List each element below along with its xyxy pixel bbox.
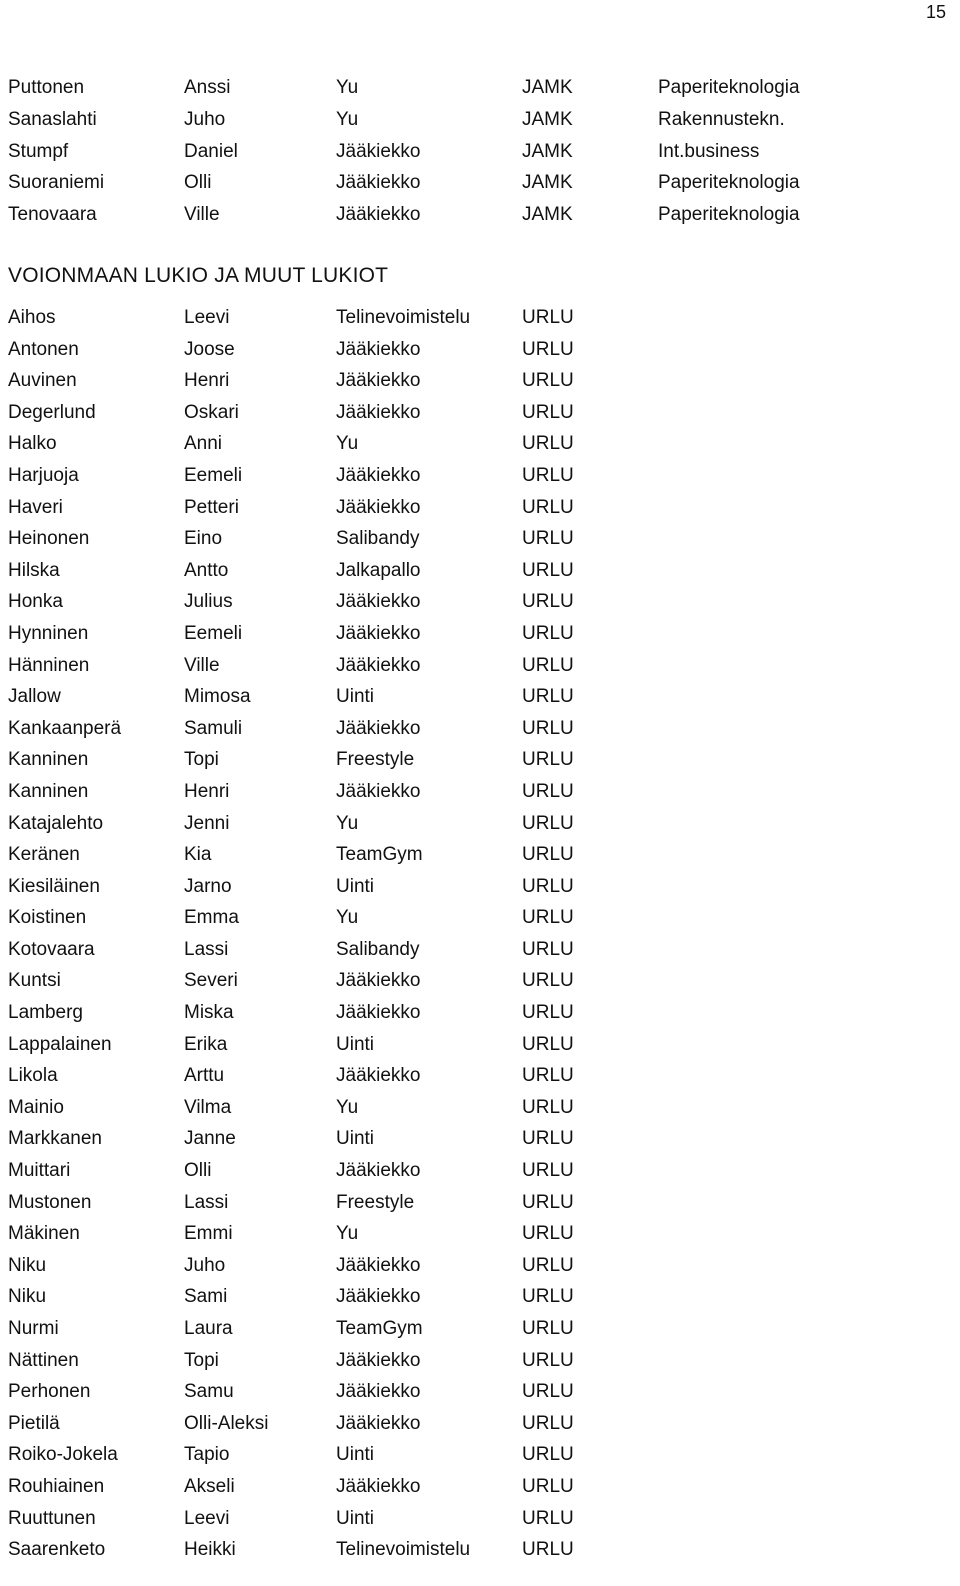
first-name-cell: Samuli	[184, 717, 243, 739]
first-name-cell: Topi	[184, 749, 219, 771]
field-cell: Int.business	[658, 140, 760, 162]
school-cell: URLU	[522, 844, 574, 866]
school-cell: JAMK	[522, 172, 573, 194]
sport-cell: Jääkiekko	[336, 780, 421, 802]
surname-cell: Ruuttunen	[8, 1507, 96, 1529]
sport-cell: Yu	[336, 77, 359, 98]
sport-cell: Jääkiekko	[336, 1349, 421, 1371]
school-cell: URLU	[522, 496, 574, 518]
sport-cell: Jääkiekko	[336, 654, 421, 676]
sport-cell: Jääkiekko	[336, 1475, 421, 1497]
surname-cell: Aihos	[8, 307, 56, 328]
sport-cell: Yu	[336, 433, 359, 455]
sport-cell: Jääkiekko	[336, 172, 421, 194]
first-name-cell: Erika	[184, 1033, 228, 1055]
school-cell: URLU	[522, 370, 574, 392]
first-name-cell: Lassi	[184, 1191, 229, 1213]
surname-cell: Perhonen	[8, 1381, 91, 1403]
surname-cell: Auvinen	[8, 370, 77, 392]
school-cell: URLU	[522, 622, 574, 644]
school-cell: URLU	[522, 1223, 574, 1245]
first-name-cell: Juho	[184, 1254, 226, 1276]
sport-cell: Jääkiekko	[336, 1412, 421, 1434]
school-cell: URLU	[522, 875, 574, 897]
surname-cell: Roiko-Jokela	[8, 1444, 118, 1466]
sport-cell: Jääkiekko	[336, 591, 421, 613]
sport-cell: Yu	[336, 907, 359, 929]
surname-cell: Halko	[8, 433, 57, 455]
field-cell: Paperiteknologia	[658, 204, 800, 226]
first-name-cell: Julius	[184, 591, 233, 613]
field-cell: Paperiteknologia	[658, 172, 800, 194]
surname-cell: Antonen	[8, 338, 79, 360]
sport-cell: Uinti	[336, 875, 375, 897]
surname-cell: Honka	[8, 591, 63, 613]
first-name-cell: Henri	[184, 780, 230, 802]
school-cell: URLU	[522, 464, 574, 486]
sport-cell: Jääkiekko	[336, 622, 421, 644]
school-cell: URLU	[522, 433, 574, 455]
first-name-cell: Vilma	[184, 1096, 232, 1118]
surname-cell: Nurmi	[8, 1318, 59, 1339]
surname-cell: Niku	[8, 1286, 47, 1308]
sport-cell: Jääkiekko	[336, 401, 421, 423]
surname-cell: Kankaanperä	[8, 717, 122, 739]
sport-cell: Freestyle	[336, 749, 415, 771]
school-cell: URLU	[522, 1539, 574, 1561]
school-cell: URLU	[522, 717, 574, 739]
first-name-cell: Emmi	[184, 1223, 233, 1245]
surname-cell: Hänninen	[8, 654, 90, 676]
school-cell: URLU	[522, 307, 574, 328]
first-name-cell: Ville	[184, 204, 220, 226]
first-name-cell: Petteri	[184, 496, 239, 518]
school-cell: URLU	[522, 1412, 574, 1434]
surname-cell: Puttonen	[8, 77, 85, 98]
school-cell: URLU	[522, 1349, 574, 1371]
sport-cell: Jääkiekko	[336, 496, 421, 518]
surname-cell: Sanaslahti	[8, 108, 97, 130]
first-name-cell: Jarno	[184, 875, 232, 897]
school-cell: JAMK	[522, 140, 573, 162]
surname-cell: Kanninen	[8, 780, 89, 802]
first-name-cell: Anni	[184, 433, 223, 455]
surname-cell: Likola	[8, 1065, 58, 1087]
first-name-cell: Henri	[184, 370, 230, 392]
surname-cell: Saarenketo	[8, 1539, 106, 1561]
first-name-cell: Samu	[184, 1381, 234, 1403]
surname-cell: Muittari	[8, 1160, 71, 1182]
school-cell: URLU	[522, 1254, 574, 1276]
first-name-cell: Sami	[184, 1286, 228, 1308]
first-name-cell: Anssi	[184, 77, 231, 98]
sport-cell: Jääkiekko	[336, 204, 421, 226]
first-name-cell: Daniel	[184, 140, 238, 162]
surname-cell: Rouhiainen	[8, 1475, 105, 1497]
sport-cell: Uinti	[336, 1444, 375, 1466]
sport-cell: Jääkiekko	[336, 1002, 421, 1024]
sport-cell: Telinevoimistelu	[336, 307, 471, 328]
school-cell: URLU	[522, 559, 574, 581]
surname-cell: Mäkinen	[8, 1223, 80, 1245]
school-cell: URLU	[522, 1507, 574, 1529]
school-cell: URLU	[522, 1065, 574, 1087]
section-title: VOIONMAAN LUKIO JA MUUT LUKIOT	[8, 264, 389, 287]
school-cell: JAMK	[522, 204, 573, 226]
first-name-cell: Juho	[184, 108, 226, 130]
first-name-cell: Olli	[184, 1160, 212, 1182]
surname-cell: Mainio	[8, 1096, 64, 1118]
first-name-cell: Antto	[184, 559, 229, 581]
first-name-cell: Mimosa	[184, 686, 251, 708]
surname-cell: Hilska	[8, 559, 60, 581]
school-cell: URLU	[522, 654, 574, 676]
field-cell: Rakennustekn.	[658, 108, 785, 130]
sport-cell: Jääkiekko	[336, 1381, 421, 1403]
sport-cell: Yu	[336, 1223, 359, 1245]
sport-cell: Yu	[336, 108, 359, 130]
surname-cell: Hynninen	[8, 622, 89, 644]
first-name-cell: Janne	[184, 1128, 236, 1150]
school-cell: URLU	[522, 1096, 574, 1118]
first-name-cell: Jenni	[184, 812, 230, 834]
first-name-cell: Kia	[184, 844, 212, 866]
surname-cell: Nättinen	[8, 1349, 79, 1371]
first-name-cell: Severi	[184, 970, 238, 992]
surname-cell: Markkanen	[8, 1128, 102, 1150]
first-name-cell: Tapio	[184, 1444, 230, 1466]
school-cell: URLU	[522, 749, 574, 771]
school-cell: URLU	[522, 907, 574, 929]
first-name-cell: Eemeli	[184, 464, 243, 486]
surname-cell: Kotovaara	[8, 938, 95, 960]
surname-cell: Katajalehto	[8, 812, 104, 834]
sport-cell: Jääkiekko	[336, 970, 421, 992]
sport-cell: Jääkiekko	[336, 464, 421, 486]
school-cell: JAMK	[522, 108, 573, 130]
first-name-cell: Ville	[184, 654, 220, 676]
surname-cell: Koistinen	[8, 907, 87, 929]
school-cell: URLU	[522, 1475, 574, 1497]
first-name-cell: Topi	[184, 1349, 219, 1371]
sport-cell: Jääkiekko	[336, 1254, 421, 1276]
sport-cell: Salibandy	[336, 938, 420, 960]
sport-cell: Yu	[336, 812, 359, 834]
first-name-cell: Joose	[184, 338, 235, 360]
school-cell: JAMK	[522, 77, 573, 98]
surname-cell: Keränen	[8, 844, 80, 866]
first-name-cell: Miska	[184, 1002, 234, 1024]
first-name-cell: Laura	[184, 1318, 233, 1339]
sport-cell: TeamGym	[336, 1318, 423, 1339]
school-cell: URLU	[522, 1033, 574, 1055]
first-name-cell: Eino	[184, 528, 223, 550]
sport-cell: Jääkiekko	[336, 140, 421, 162]
school-cell: URLU	[522, 1128, 574, 1150]
sport-cell: Freestyle	[336, 1191, 415, 1213]
sport-cell: Jääkiekko	[336, 717, 421, 739]
school-cell: URLU	[522, 1191, 574, 1213]
school-cell: URLU	[522, 812, 574, 834]
surname-cell: Degerlund	[8, 401, 96, 423]
school-cell: URLU	[522, 1286, 574, 1308]
surname-cell: Stumpf	[8, 140, 69, 162]
first-name-cell: Oskari	[184, 401, 239, 423]
first-name-cell: Eemeli	[184, 622, 243, 644]
surname-cell: Lappalainen	[8, 1033, 112, 1055]
sport-cell: Jääkiekko	[336, 1065, 421, 1087]
sport-cell: Jalkapallo	[336, 559, 421, 581]
first-name-cell: Emma	[184, 907, 239, 929]
school-cell: URLU	[522, 970, 574, 992]
first-name-cell: Akseli	[184, 1475, 235, 1497]
school-cell: URLU	[522, 1002, 574, 1024]
sport-cell: Yu	[336, 1096, 359, 1118]
sport-cell: Salibandy	[336, 528, 420, 550]
first-name-cell: Heikki	[184, 1539, 236, 1561]
field-cell: Paperiteknologia	[658, 77, 800, 98]
sport-cell: Uinti	[336, 1128, 375, 1150]
school-cell: URLU	[522, 1160, 574, 1182]
sport-cell: Uinti	[336, 1507, 375, 1529]
first-name-cell: Lassi	[184, 938, 229, 960]
first-name-cell: Arttu	[184, 1065, 225, 1087]
sport-cell: Telinevoimistelu	[336, 1539, 471, 1561]
school-cell: URLU	[522, 591, 574, 613]
school-cell: URLU	[522, 686, 574, 708]
sport-cell: Jääkiekko	[336, 1286, 421, 1308]
surname-cell: Heinonen	[8, 528, 90, 550]
surname-cell: Haveri	[8, 496, 63, 518]
first-name-cell: Olli	[184, 172, 212, 194]
page-number: 15	[925, 2, 946, 22]
school-cell: URLU	[522, 401, 574, 423]
surname-cell: Niku	[8, 1254, 47, 1276]
school-cell: URLU	[522, 1381, 574, 1403]
surname-cell: Pietilä	[8, 1412, 60, 1434]
surname-cell: Kiesiläinen	[8, 875, 100, 897]
school-cell: URLU	[522, 1444, 574, 1466]
sport-cell: TeamGym	[336, 844, 423, 866]
school-cell: URLU	[522, 528, 574, 550]
first-name-cell: Olli-Aleksi	[184, 1412, 269, 1434]
surname-cell: Tenovaara	[8, 204, 97, 226]
surname-cell: Kanninen	[8, 749, 89, 771]
school-cell: URLU	[522, 780, 574, 802]
sport-cell: Jääkiekko	[336, 1160, 421, 1182]
sport-cell: Uinti	[336, 1033, 375, 1055]
surname-cell: Mustonen	[8, 1191, 92, 1213]
school-cell: URLU	[522, 338, 574, 360]
first-name-cell: Leevi	[184, 1507, 230, 1529]
surname-cell: Harjuoja	[8, 464, 79, 486]
surname-cell: Kuntsi	[8, 970, 61, 992]
sport-cell: Jääkiekko	[336, 338, 421, 360]
school-cell: URLU	[522, 938, 574, 960]
school-cell: URLU	[522, 1318, 574, 1339]
surname-cell: Lamberg	[8, 1002, 83, 1024]
surname-cell: Suoraniemi	[8, 172, 105, 194]
surname-cell: Jallow	[8, 686, 61, 708]
sport-cell: Jääkiekko	[336, 370, 421, 392]
sport-cell: Uinti	[336, 686, 375, 708]
first-name-cell: Leevi	[184, 307, 230, 328]
